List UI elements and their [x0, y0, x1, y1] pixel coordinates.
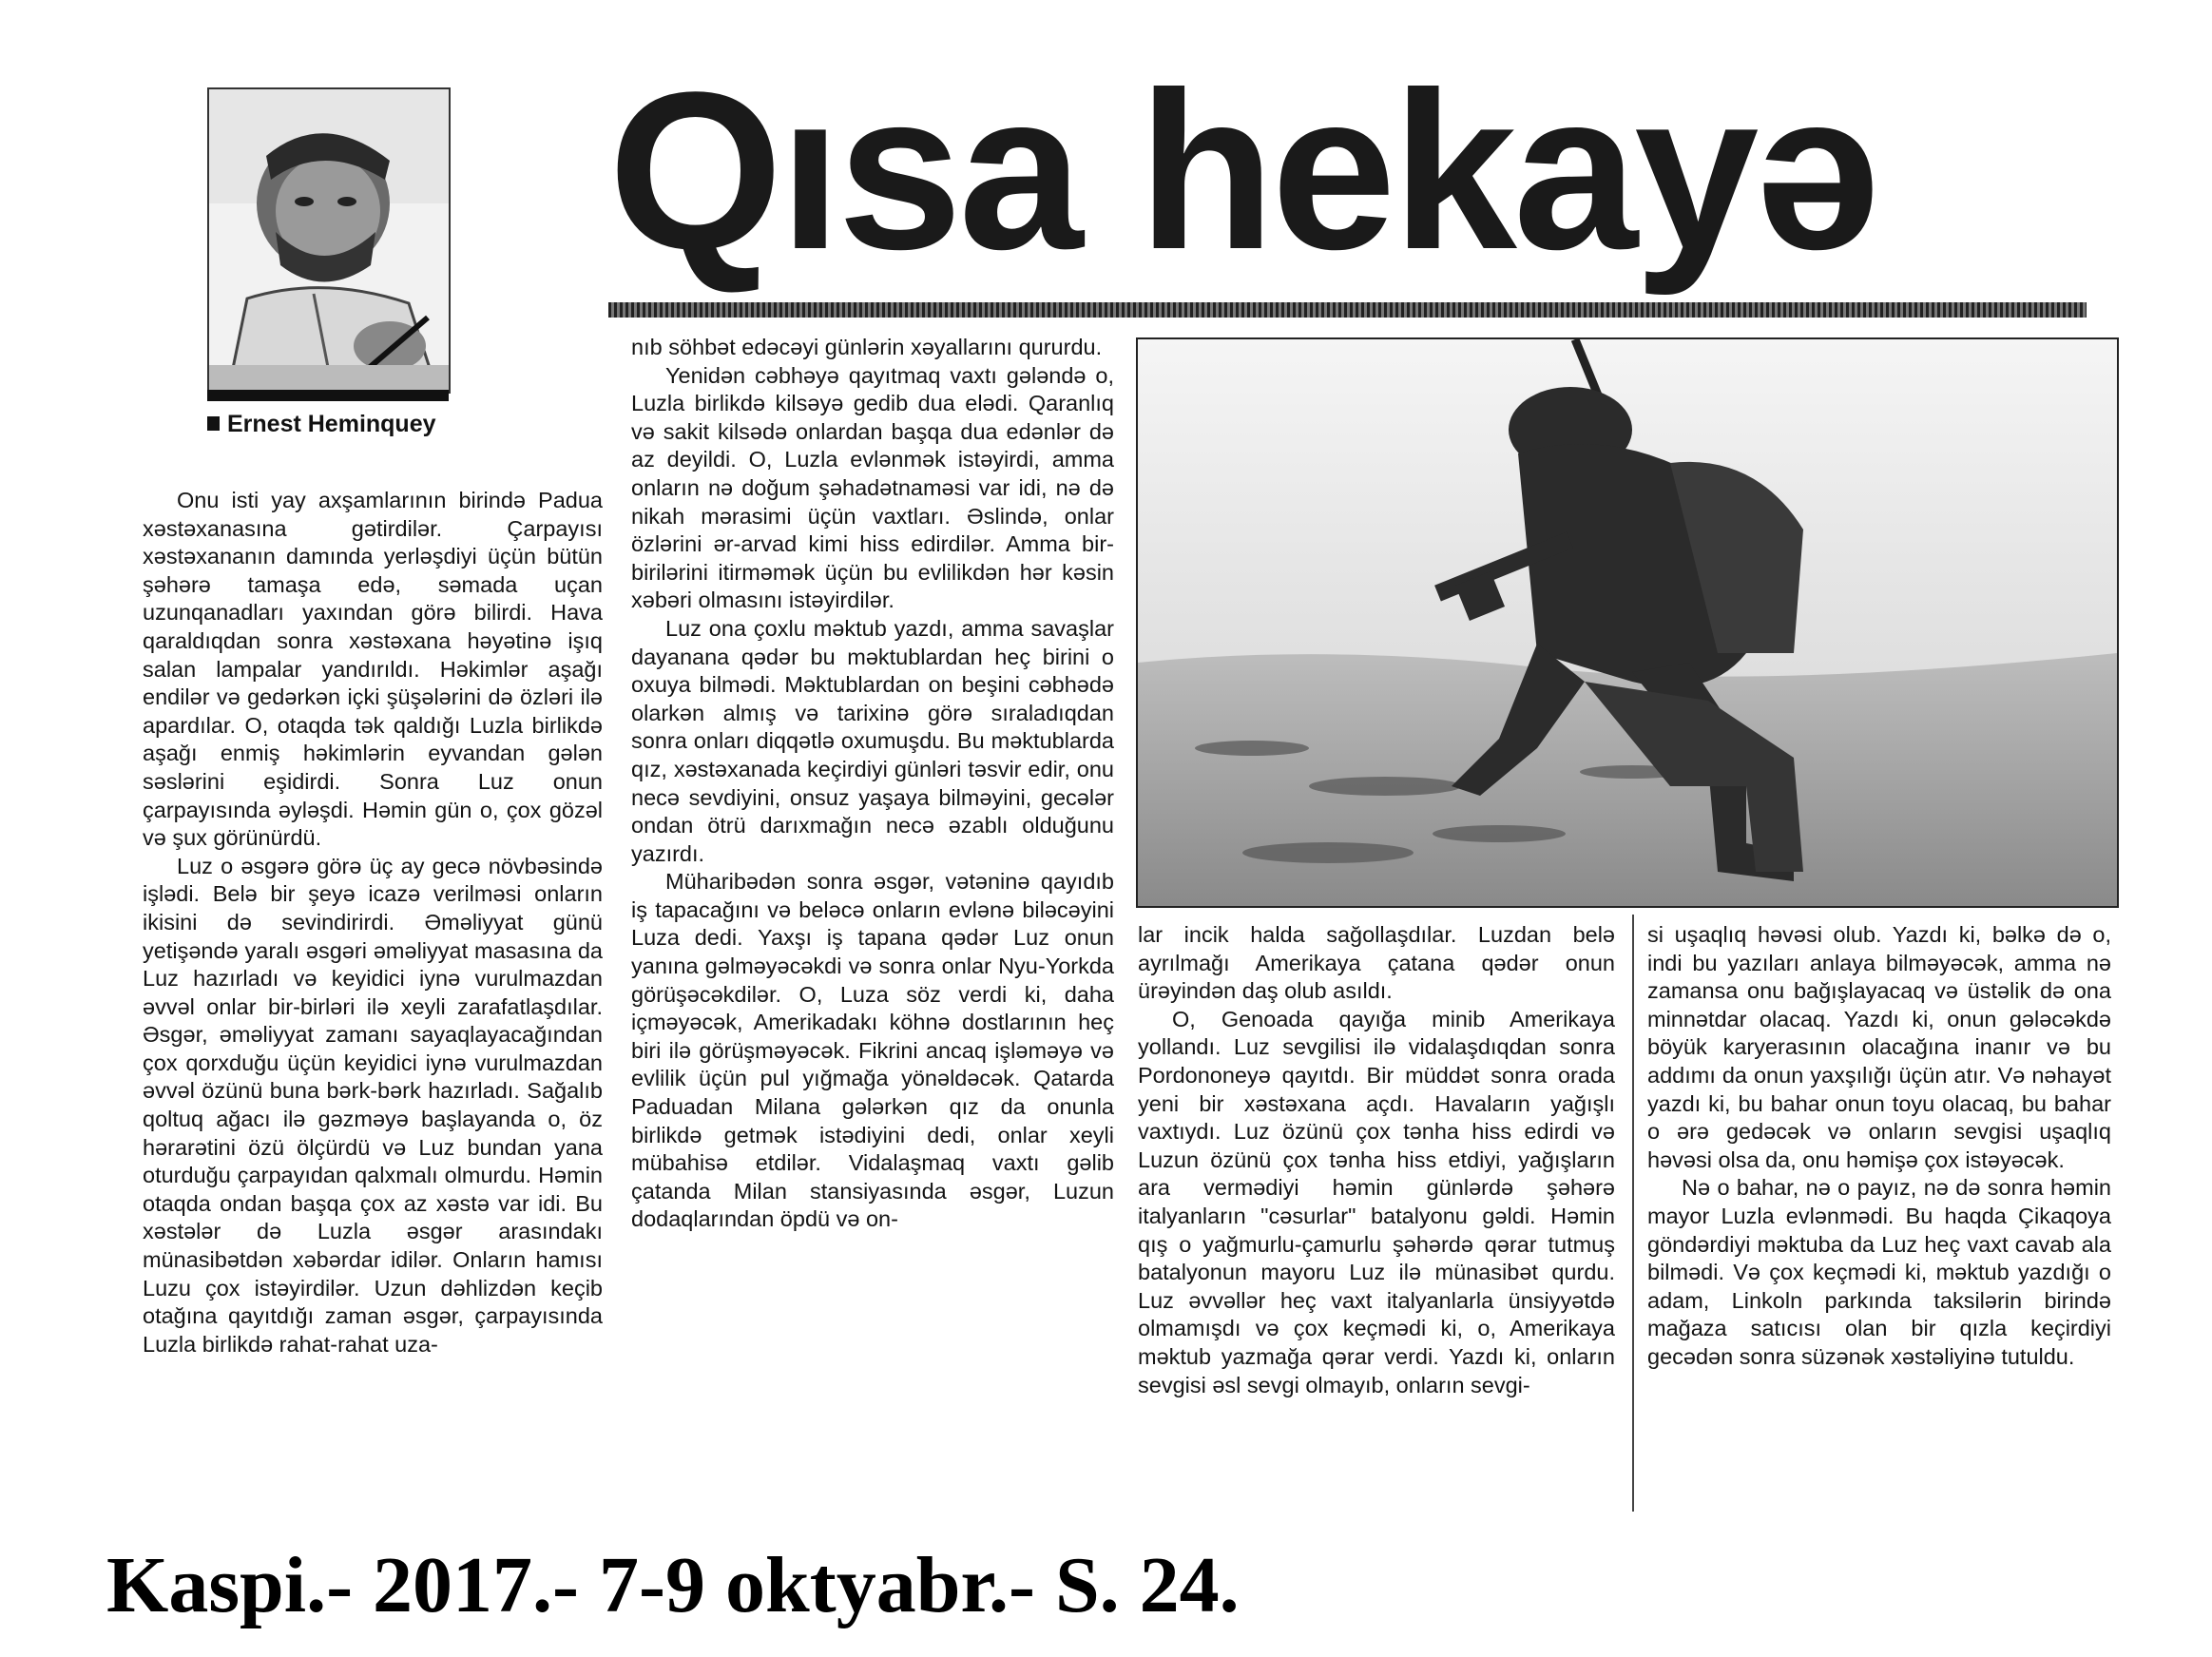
soldier-photo: [1136, 337, 2119, 908]
article-column-4: [1647, 921, 2111, 1372]
paragraph: Yenidən cəbhəyə qayıtmaq vaxtı gələndə o, Luzla birlikdə kilsəyə gedib dua elədi. Qaranlıq və sakit kilsədə onlardan başqa dua edənlər də az deyildi. O, Luzla evlənmək istəyirdi, amma onların nə doğum şəhadətnaməsi var idi, nə də nikah mərasimi üçün vaxtları. Əslində, onlar özlərini ər-arvad kimi hiss edirdilər. Amma bir-birilərini itirməmək üçün bu evlilikdən hər kəsin xəbəri olmasını istəyirdilər.: [631, 362, 1114, 613]
author-byline: [207, 411, 492, 438]
paragraph: Luz ona çoxlu məktub yazdı, amma savaşlar dayanana qədər bu məktublardan heç birini o oxuya bilmədi. Məktublardan on beşini cəbhədə olarkən almış və tarixinə görə sıraladıqdan sonra onları diqqətlə oxumuşdu. Bu məktublarda qız, xəstəxanada keçirdiyi günləri təsvir edir, onu necə sevdiyini, onsuz yaşaya bilməyini, gecələr ondan ötrü darıxmağın necə əzablı olduğunu yazırdı.: [631, 615, 1114, 866]
paragraph: Onu isti yay axşamlarının birində Padua xəstəxanasına gətirdilər. Çarpayısı xəstəxananın damında yerləşdiyi üçün bütün şəhərə tamaşa edə, səmada uçan uzunqanadları yaxından görə bilirdi. Hava qaraldıqdan sonra xəstəxana həyətinə işıq salan lampalar yandırıldı. Həkimlər aşağı endilər və gedərkən içki şüşələrini də özləri ilə apardılar. O, otaqda tək qaldığı Luzla birlikdə aşağı enmiş həkimlərin eyvandan gələn səslərini eşidirdi. Sonra Luz onun çarpayısında əyləşdi. Həmin gün o, çox gözəl və şux görünürdü.: [143, 488, 603, 851]
paragraph: nıb söhbət edəcəyi günlərin xəyallarını qururdu.: [631, 335, 1103, 359]
square-bullet-icon: [207, 416, 220, 431]
column-divider: [1632, 915, 1634, 1512]
paragraph: Müharibədən sonra əsgər, vətəninə qayıdıb iş tapacağını və beləcə onların evlənə biləcəyini Luza dedi. Yaxşı iş tapana qədər Luz onun yanına gəlməyəcəkdi və sonra onlar Nyu-Yorkda görüşəcəkdilər. O, Luza söz verdi ki, daha içməyəcək, Amerikadakı köhnə dostlarının heç biri ilə görüşməyəcək. Fikrini ancaq işləməyə və evlilik üçün pul yığmağa yönəldəcək. Qatarda Paduadan Milana gələrkən qız da onunla birlikdə getmək istədiyini dedi, onlar xeyli mübahisə etdilər. Vidalaşmaq vaxtı gəlib çatanda Milan stansiyasında əsgər, Luzun dodaqlarından öpdü və on-: [631, 869, 1114, 1232]
article-column-1: [143, 487, 603, 1358]
paragraph: lar incik halda sağollaşdılar. Luzdan belə ayrılmağı Amerikaya çatana qədər onun ürəyindən daş olub asıldı.: [1138, 922, 1615, 1004]
paragraph: Luz o əsgərə görə üç ay gecə növbəsində işlədi. Belə bir şeyə icazə verilməsi onların ikisini də sevindirirdi. Əməliyyat günü yetişəndə yaralı əsgəri əməliyyat masasına da Luz hazırladı və keyidici iynə vurulmazdan əvvəl onlar bir-birləri ilə xeyli zarafatlaşdılar. Əsgər, əməliyyat zamanı sayaqlayacağından çox qorxduğu üçün keyidici iynə vurulmazdan əvvəl özünü buna bərk-bərk hazırladı. Sağalıb qoltuq ağacı ilə gəzməyə başlayanda o, öz hərarətini özü ölçürdü və Luz bundan yana oturduğu çarpayıdan qalxmalı olmurdu. Həmin otaqda ondan başqa çox az xəstə var idi. Bu xəstələr də Luzla əsgər arasındakı münasibətdən xəbərdar idilər. Onların hamısı Luzu çox istəyirdilər. Uzun dəhlizdən keçib otağına qayıtdığı zaman əsgər, çarpayısında Luzla birlikdə rahat-rahat uza-: [143, 853, 603, 1357]
page-title: Qısa hekayə: [608, 46, 1876, 297]
article-column-2: [631, 334, 1114, 1234]
author-photo: [207, 87, 451, 394]
article-column-3: [1138, 921, 1615, 1399]
author-name: Ernest Heminquey: [227, 411, 436, 437]
paragraph: si uşaqlıq həvəsi olub. Yazdı ki, bəlkə də o, indi bu yazıları anlaya bilməyəcək, amma nə zamansa onu bağışlayacaq və üstəlik də ona minnətdar olacaq. Yazdı ki, onun gələcəkdə böyük karyerasının olacağına inanır və bu addımı da onun yaxşılığı üçün atır. Və nəhayət yazdı ki, bu bahar onun toyu olacaq, bu bahar o ərə gedəcək və onların sevgisi uşaqlıq həvəsi olsa da, onu həmişə çox istəyəcək.: [1647, 922, 2111, 1172]
title-divider: [608, 302, 2087, 318]
source-citation: Kaspi.- 2017.- 7-9 oktyabr.- S. 24.: [106, 1541, 1240, 1629]
paragraph: O, Genoada qayığa minib Amerikaya yollandı. Luz sevgilisi ilə vidalaşdıqdan sonra Pordononeyə qayıtdı. Bir müddət sonra orada yeni bir xəstəxana açdı. Havaların yağışlı vaxtıydı. Luz özünü çox tənha hiss edirdi və Luzun özünü çox tənha hiss etdiyi, yağışların ara vermədiyi həmin günlərdə şəhərə italyanların "cəsurlar" batalyonu gəldi. Həmin qış o yağmurlu-çamurlu şəhərdə qərar tutmuş batalyonun mayoru Luz ilə münasibət qurdu. Luz əvvəllər heç vaxt italyanlarla ünsiyyətdə olmamışdı və çox keçmədi ki, o, Amerikaya məktub yazmağa qərar verdi. Yazdı ki, onların sevgisi əsl sevgi olmayıb, onların sevgi-: [1138, 1006, 1615, 1397]
paragraph: Nə o bahar, nə o payız, nə də sonra həmin mayor Luzla evlənmədi. Bu haqda Çikaqoya göndərdiyi məktuba da Luz heç vaxt cavab ala bilmədi. Və çox keçmədi ki, məktub yazdığı o adam, Linkoln parkında taksilərin birində mağaza satıcısı olan bir qızla keçirdiyi gecədən sonra süzənək xəstəliyinə tutuldu.: [1647, 1175, 2111, 1369]
author-divider: [207, 390, 449, 401]
